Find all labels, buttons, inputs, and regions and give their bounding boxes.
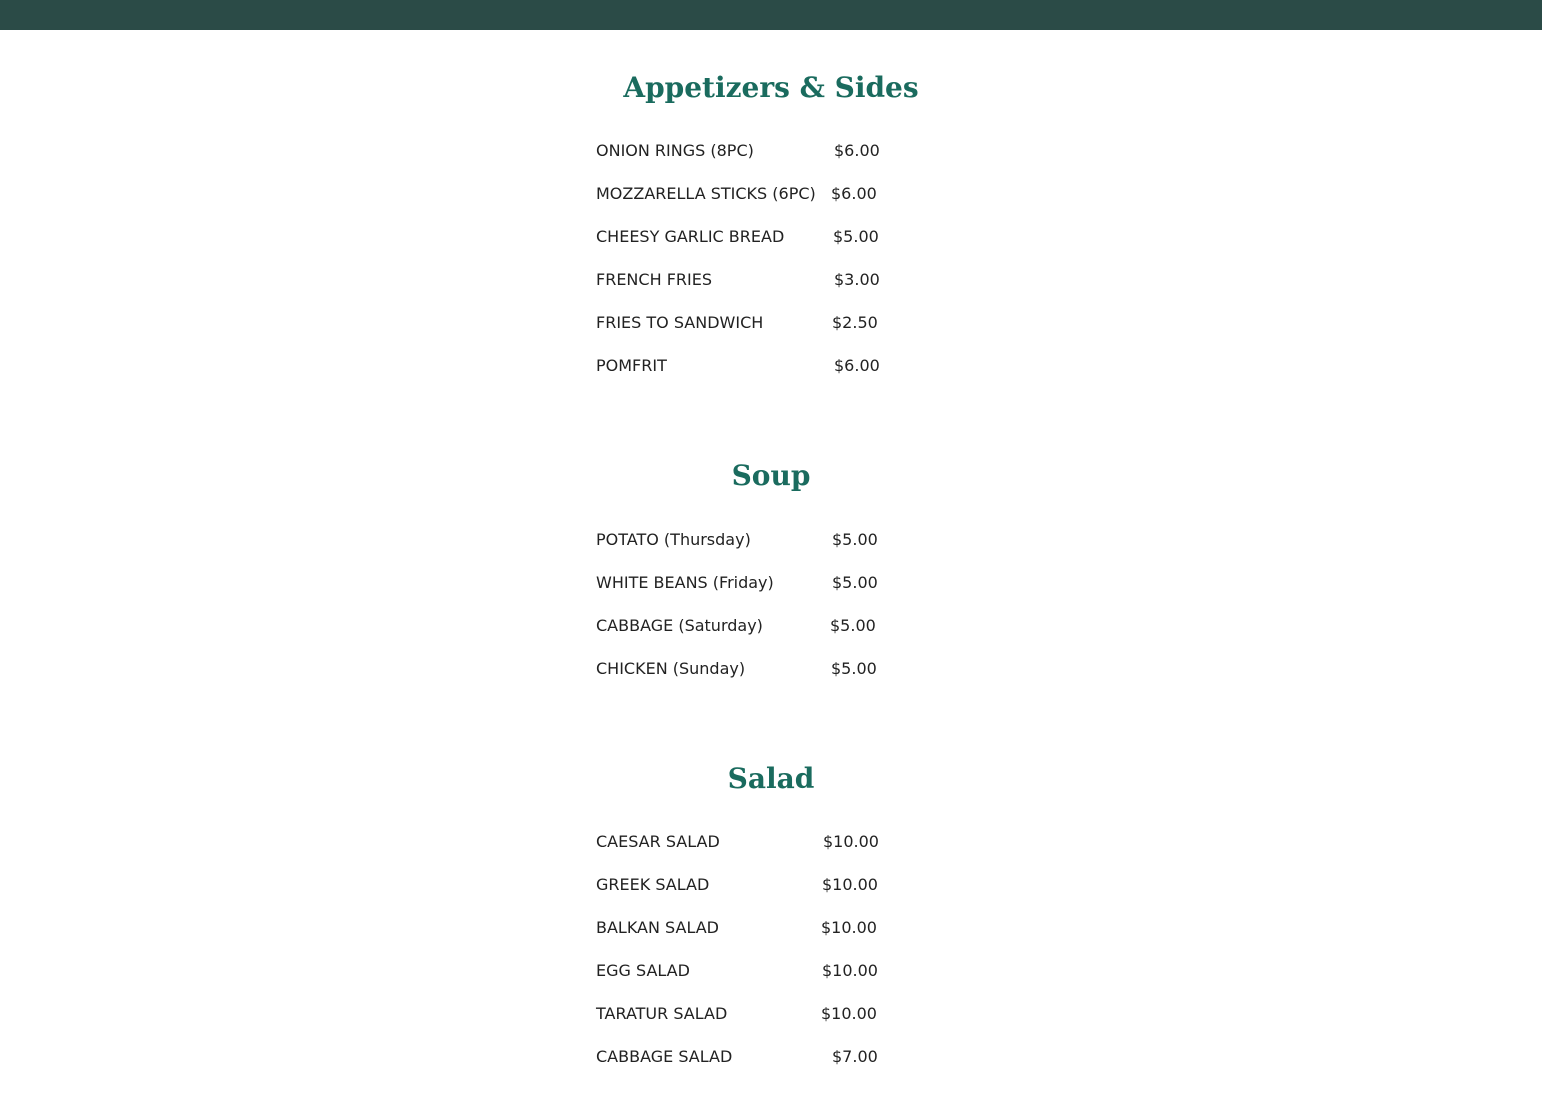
menu-item-name: CHEESY GARLIC BREAD xyxy=(596,227,785,246)
menu-item xyxy=(596,225,886,249)
menu-item xyxy=(596,614,886,638)
menu-item-price: $6.00 xyxy=(834,141,880,160)
menu-item xyxy=(596,311,886,335)
menu-item xyxy=(596,354,886,378)
menu-item xyxy=(596,916,886,940)
menu-item-name: CABBAGE SALAD xyxy=(596,1047,733,1066)
menu-item xyxy=(596,571,886,595)
menu-item-name: POMFRIT xyxy=(596,356,667,375)
menu-item xyxy=(596,959,886,983)
menu-item-name: CHICKEN (Sunday) xyxy=(596,659,746,678)
menu-item-price: $10.00 xyxy=(821,1004,877,1023)
menu-item-price: $5.00 xyxy=(833,227,879,246)
menu-item-price: $5.00 xyxy=(832,530,878,549)
menu-item xyxy=(596,182,886,206)
menu-item-price: $6.00 xyxy=(834,356,880,375)
menu-item-name: CABBAGE (Saturday) xyxy=(596,616,763,635)
menu-item-price: $6.00 xyxy=(831,184,877,203)
menu-item xyxy=(596,657,886,681)
menu-item-name: WHITE BEANS (Friday) xyxy=(596,573,774,592)
menu-item-name: FRENCH FRIES xyxy=(596,270,712,289)
menu-item-name: CAESAR SALAD xyxy=(596,832,720,851)
menu-item xyxy=(596,873,886,897)
menu-item-name: GREEK SALAD xyxy=(596,875,710,894)
menu-item-price: $10.00 xyxy=(823,832,879,851)
menu-item-name: FRIES TO SANDWICH xyxy=(596,313,764,332)
menu-item-name: EGG SALAD xyxy=(596,961,690,980)
menu-item-name: MOZZARELLA STICKS (6PC) xyxy=(596,184,816,203)
menu-item xyxy=(596,1002,886,1026)
section-title-appetizers: Appetizers & Sides xyxy=(623,71,919,104)
menu-item-name: POTATO (Thursday) xyxy=(596,530,751,549)
menu-item-name: TARATUR SALAD xyxy=(596,1004,728,1023)
menu-item-price: $10.00 xyxy=(822,961,878,980)
menu-item-price: $2.50 xyxy=(832,313,878,332)
section-title-soup: Soup xyxy=(731,459,811,492)
menu-item-price: $5.00 xyxy=(830,616,876,635)
menu-item-price: $10.00 xyxy=(821,918,877,937)
menu-item xyxy=(596,830,886,854)
menu-item-name: ONION RINGS (8PC) xyxy=(596,141,754,160)
menu-item-price: $5.00 xyxy=(832,573,878,592)
menu-item-price: $3.00 xyxy=(834,270,880,289)
top-header-bar xyxy=(0,0,1542,30)
menu-item-name: BALKAN SALAD xyxy=(596,918,719,937)
menu-item xyxy=(596,268,886,292)
menu-item-price: $7.00 xyxy=(832,1047,878,1066)
menu-item-price: $5.00 xyxy=(831,659,877,678)
menu-item-price: $10.00 xyxy=(822,875,878,894)
menu-item xyxy=(596,139,886,163)
menu-item xyxy=(596,1045,886,1069)
menu-item xyxy=(596,528,886,552)
section-title-salad: Salad xyxy=(727,762,815,795)
